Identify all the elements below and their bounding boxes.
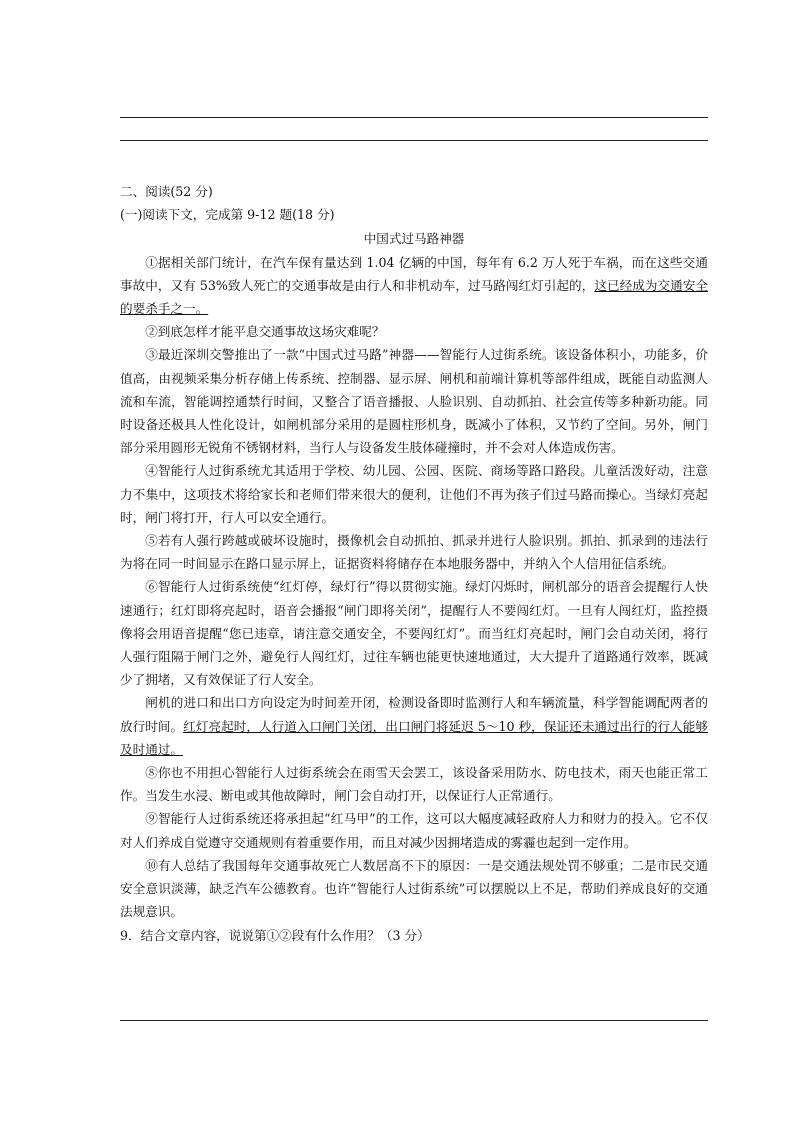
paragraph-3: ③最近深圳交警推出了一款“中国式过马路”神器——智能行人过街系统。该设备体积小，功能多，价值高，由视频采集分析存储上传系统、控制器、显示屏、闸机和前端计算机等部件组成，既能自动监测人流和车流，智能调控通禁行时间，又整合了语音播报、人脸识别、自动抓拍、社会宣传等多种新功能。同时设备还极具人性化设计，如闸机部分采用的是圆柱形机身，既减小了体积，又节约了空间。另外，闸门部分采用圆形无锐角不锈钢材料，当行人与设备发生肢体碰撞时，并不会对人体造成伤害。	[120, 347, 708, 456]
paragraph-10: ⑩有人总结了我国每年交通事故死亡人数居高不下的原因：一是交通法规处罚不够重；二是市民交通安全意识淡薄，缺乏汽车公德教育。也许“智能行人过街系统”可以摆脱以上不足，帮助们养成良好的交通法规意识。	[120, 857, 708, 920]
section-heading: 二、阅读(52 分)	[120, 184, 213, 199]
answer-line-2	[120, 140, 708, 141]
answer-line-1	[120, 117, 708, 118]
paragraph-7-underlined: 红灯亮起时，人行道入口闸门关闭，出口闸门将延迟 5～10 秒，保证还未通过出行的行人能够及时通过。	[120, 718, 709, 757]
paragraph-5: ⑤若有人强行跨越或破坏设施时，摄像机会自动抓拍、抓录并进行人脸识别。抓拍、抓录到的违法行为将在同一时间显示在路口显示屏上，证据资料将储存在本地服务器中，并纳入个人信用征信系统。	[120, 533, 708, 572]
subsection-heading: (一)阅读下文，完成第 9-12 题(18 分)	[120, 207, 335, 223]
paragraph-9: ⑨智能行人过街系统还将承担起“红马甲”的工作，这可以大幅度减轻政府人力和财力的投入。它不仅对人们养成自觉遵守交通规则有着重要作用，而且对减少因拥堵造成的雾霾也起到一定作用。	[120, 811, 708, 850]
paragraph-1-text: ①据相关部门统计，在汽车保有量达到 1.04 亿辆的中国，每年有 6.2 万人死于车祸，而在这些交通事故中，又有 53%致人死亡的交通事故是由行人和非机动车，过马路闯红灯引起的，	[120, 254, 708, 293]
paragraph-8: ⑧你也不用担心智能行人过街系统会在雨雪天会罢工，该设备采用防水、防电技术，雨天也能正常工作。当发生水浸、断电或其他故障时，闸门会自动打开，以保证行人正常通行。	[120, 765, 708, 804]
paragraph-7	[120, 691, 708, 761]
paragraph-7-text: 闸机的进口和出口方向设定为时间差开闭，检测设备即时监测行人和车辆流量，科学智能调配两者的放行时间。	[120, 695, 708, 734]
paragraph-1-underlined: 这已经成为交通安全的要杀手之一。	[120, 277, 709, 317]
paragraph-1	[120, 251, 708, 321]
paragraph-4: ④智能行人过街系统尤其适用于学校、幼儿园、公园、医院、商场等路口路段。儿童活泼好动，注意力不集中，这项技术将给家长和老师们带来很大的便利，让他们不再为孩子们过马路而操心。当绿灯亮起时，闸门将打开，行人可以安全通行。	[120, 463, 708, 525]
paragraph-2: ②到底怎样才能平息交通事故这场灾难呢？	[145, 324, 385, 340]
reading-section	[120, 180, 708, 947]
article-title: 中国式过马路神器	[363, 231, 465, 247]
question-9: 9．结合文章内容，说说第①②段有什么作用？（3 分）	[120, 927, 430, 943]
paragraph-6: ⑥智能行人过街系统使“红灯停，绿灯行”得以贯彻实施。绿灯闪烁时，闸机部分的语音会提醒行人快速通行；红灯即将亮起时，语音会播报“闸门即将关闭”，提醒行人不要闯红灯。一旦有人闯红灯，监控摄像将会用语音提醒“您已违章，请注意交通安全，不要闯红灯”。而当红灯亮起时，闸门会自动关闭，将行人强行阻隔于闸门之外，避免行人闯红灯，过往车辆也能更快速地通过，大大提升了道路通行效率，既减少了拥堵，又有效保证了行人安全。	[120, 579, 708, 688]
answer-line-3	[120, 1020, 708, 1021]
